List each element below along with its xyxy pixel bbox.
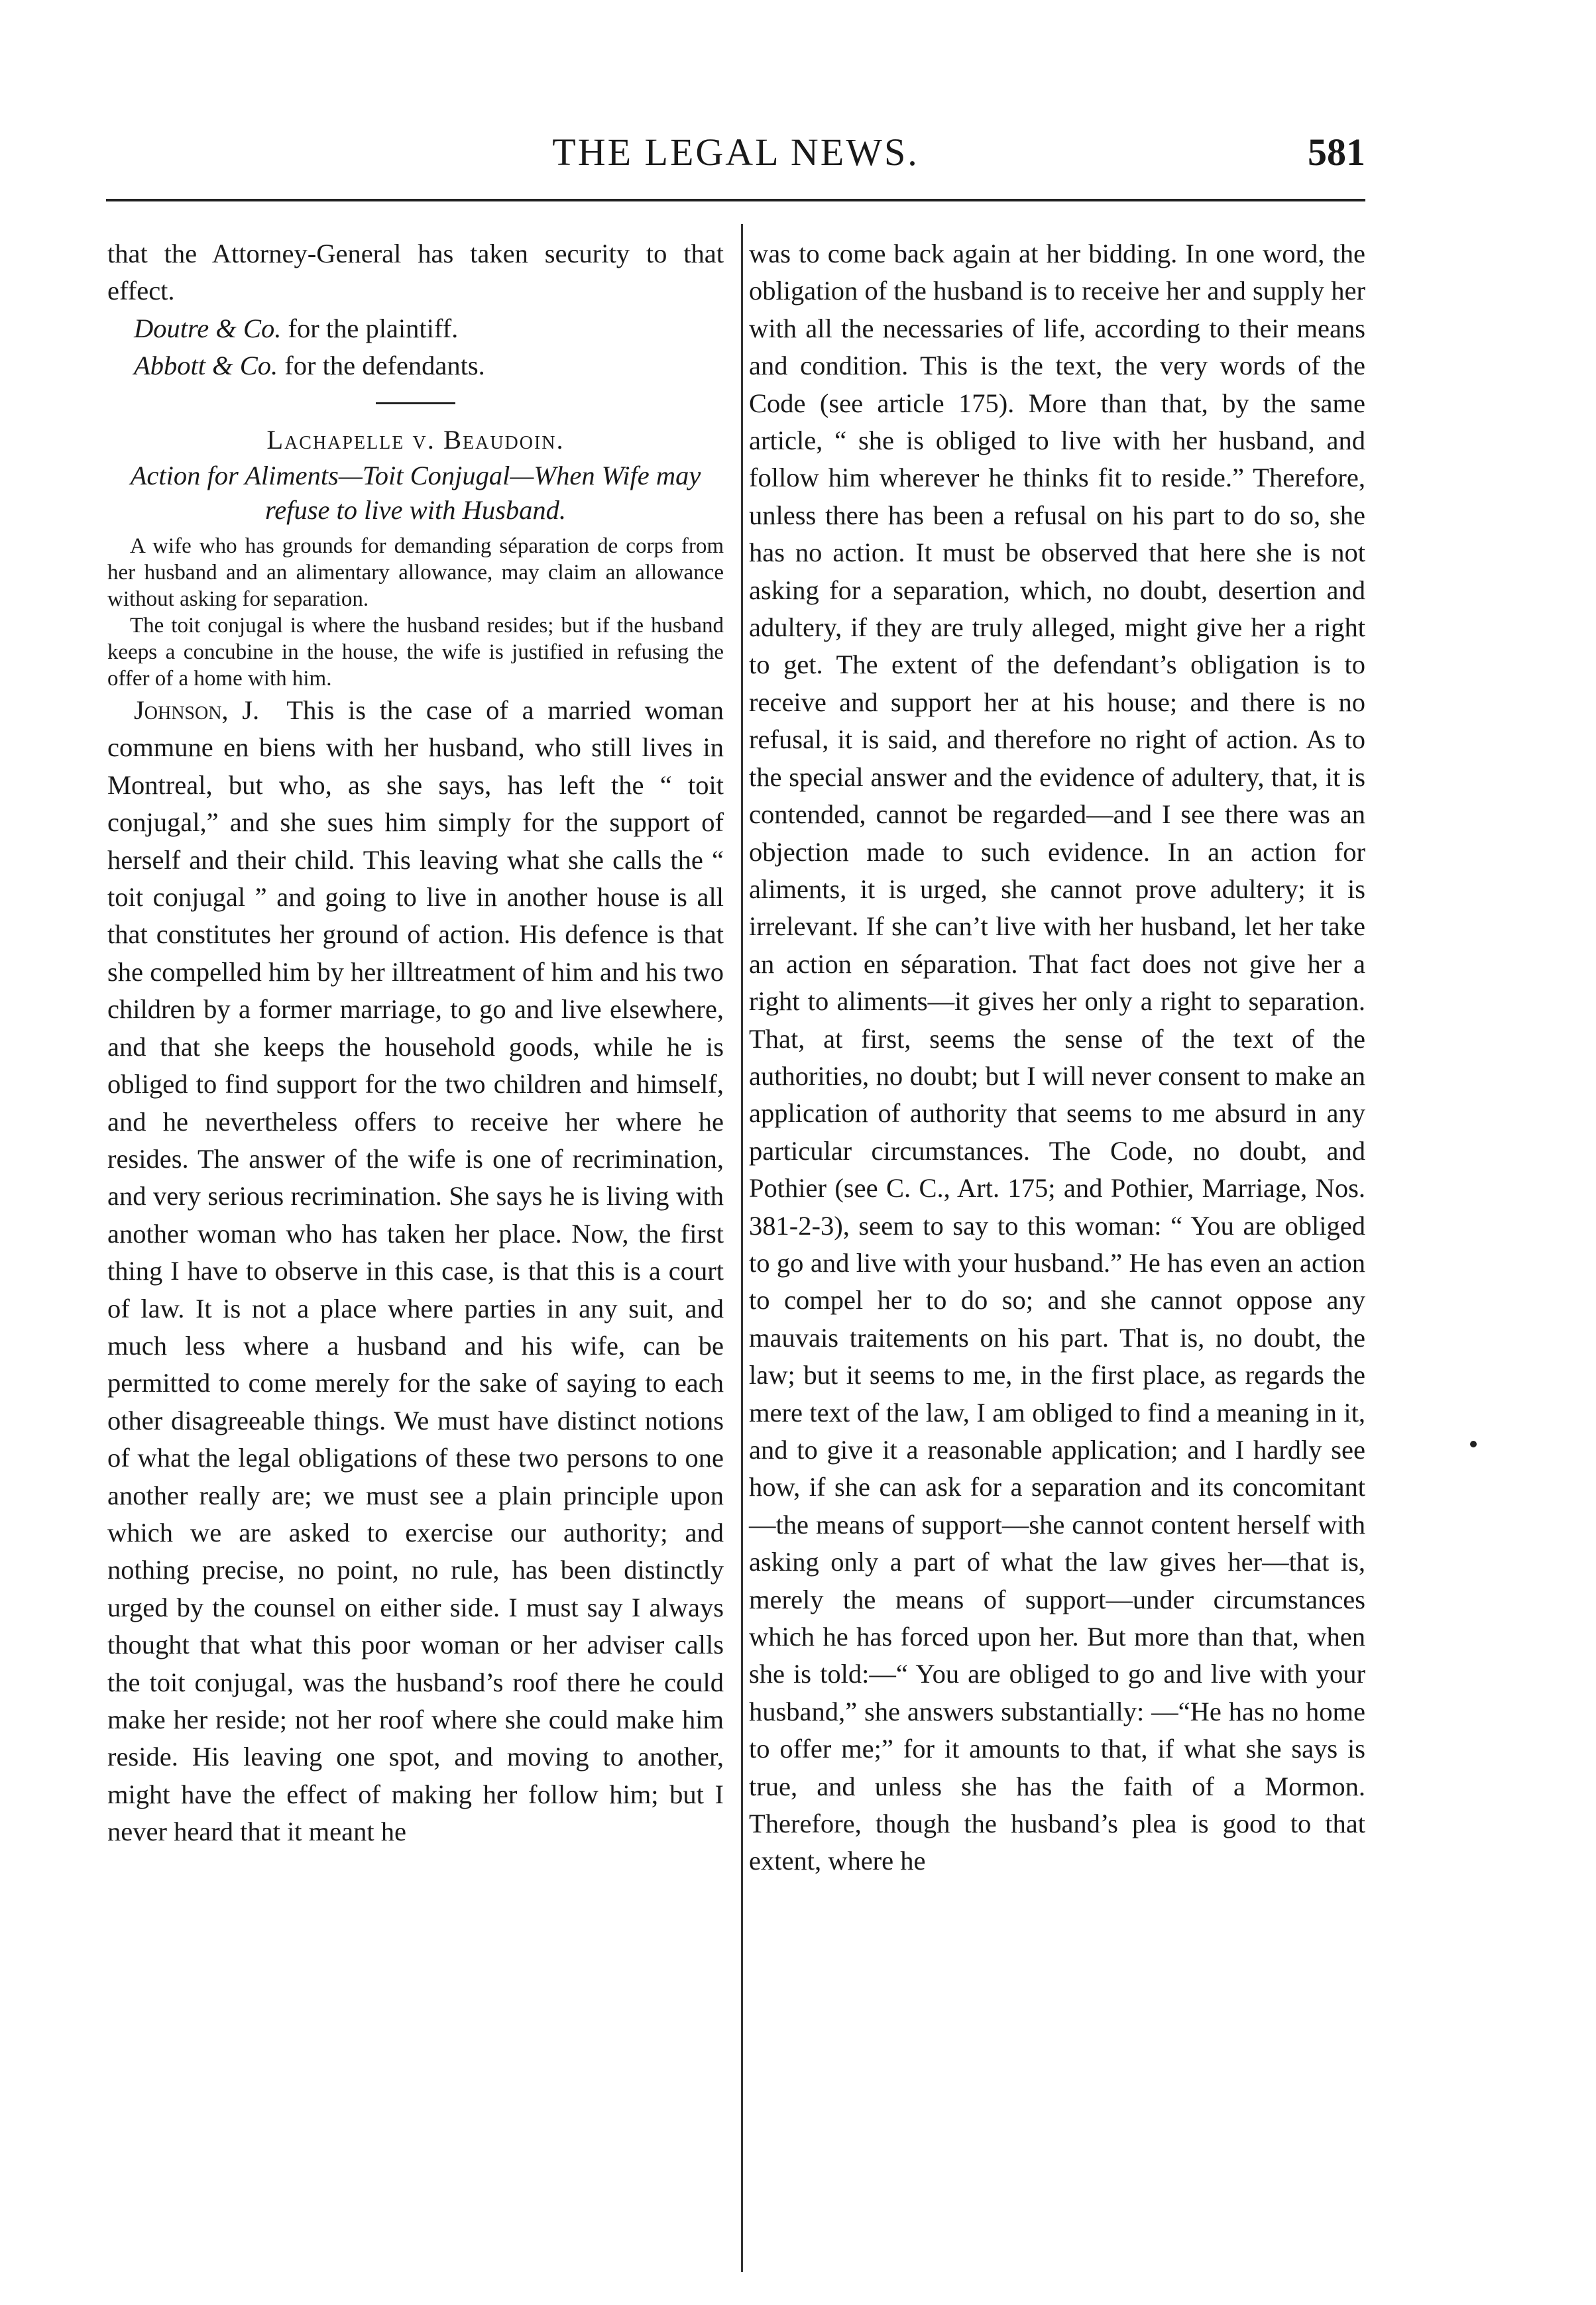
headnote-paragraph: A wife who has grounds for demanding séparation de corps from her husband and an alimentary allowance, may claim an allowance without asking for separation. <box>107 534 724 612</box>
left-column <box>107 235 724 1851</box>
running-head: THE LEGAL NEWS. <box>552 131 919 174</box>
section-divider <box>376 402 455 404</box>
counsel-defendants <box>107 347 724 384</box>
header-rule <box>106 199 1365 201</box>
right-column <box>749 235 1365 1880</box>
case-subtitle: Action for Aliments—Toit Conjugal—When Wife may refuse to live with Husband. <box>130 461 701 526</box>
counsel-firm: Doutre & Co. <box>134 313 282 343</box>
counsel-role: for the plaintiff. <box>288 313 459 343</box>
counsel-role: for the defendants. <box>284 351 485 381</box>
headnote-paragraph: The toit conjugal is where the husband resides; but if the husband keeps a concubine in the house, the wife is justified in refusing the offer of a home with him. <box>107 614 724 691</box>
opening-text: that the Attorney-General has taken security to that effect. <box>107 239 724 306</box>
judgment-paragraph <box>107 692 724 1851</box>
column-divider <box>741 224 743 2272</box>
judgment-text: This is the case of a married woman commune en biens with her husband, who still lives in Montreal, but who, as she says, has left the “ toit conjugal,” and she sues him simply for the support of herself and their child. This leaving what she calls the “ toit conjugal ” and going to live in another house is all that constitutes her ground of action. His defence is that she compelled him by her illtreatment of him and his two children by a former marriage, to go and live elsewhere, and that she keeps the household goods, while he is obliged to find support for the two children and himself, and he nevertheless offers to receive her where he resides. The answer of the wife is one of recrimination, and very serious recrimination. She says he is living with another woman who has taken her place. Now, the first thing I have to observe in this case, is that this is a court of law. It is not a place where parties in any suit, and much less where a husband and his wife, can be permitted to come merely for the sake of saying to each other disagreeable things. We must have distinct notions of what the legal obligations of these two persons to one another really are; we must see a plain principle upon which we are asked to exercise our authority; and nothing precise, no point, no rule, has been distinctly urged by the counsel on either side. I must say I always thought that what this poor woman or her adviser calls the toit conjugal, was the husband’s roof there he could make her reside; not her roof where she could make him reside. His leaving one spot, and moving to another, might have the effect of making her follow him; but I never heard that it meant he <box>107 695 724 1847</box>
page-number: 581 <box>1308 131 1365 174</box>
judgment-text-continued: was to come back again at her bidding. In one word, the obligation of the husband is to receive her and supply her with all the necessaries of life, according to their means and condition. This is the text, the very words of the Code (see article 175). More than that, by the same article, “ she is obliged to live with her husband, and follow him wherever he thinks fit to reside.” Therefore, unless there has been a refusal on his part to do so, she has no action. It must be observed that here she is not asking for a separation, which, no doubt, desertion and adultery, if they are truly alleged, might give her a right to get. The extent of the defendant’s obligation is to receive and support her at his house; and there is no refusal, it is said, and therefore no right of action. As to the special answer and the evidence of adultery, that, it is contended, cannot be regarded—and I see there was an objection made to such evidence. In an action for aliments, it is urged, she cannot prove adultery; it is irrelevant. If she can’t live with her husband, let her take an action en séparation. That fact does not give her a right to aliments—it gives her only a right to separation. That, at first, seems the sense of the text of the authorities, no doubt; but I will never consent to make an application of authority that seems to me absurd in any particular circumstances. The Code, no doubt, and Pothier (see C. C., Art. 175; and Pothier, Marriage, Nos. 381-2-3), seem to say to this woman: “ You are obliged to go and live with your husband.” He has even an action to compel her to do so; and she cannot oppose any mauvais traitements on his part. That is, no doubt, the law; but it seems to me, in the first place, as regards the mere text of the law, I am obliged to find a meaning in it, and to give it a reasonable application; and I hardly see how, if she can ask for a separation and its concomitant—the means of support—she cannot content herself with asking only a part of what the law gives her—that is, merely the means of support—under circumstances which he has forced upon her. But more than that, when she is told:—“ You are obliged to go and live with your husband,” she answers substantially: —“He has no home to offer me;” for it amounts to that, if what she says is true, and unless she has the faith of a Mormon. Therefore, though the husband’s plea is good to that extent, where he <box>749 239 1365 1876</box>
judge-name: Johnson, J. <box>134 695 260 726</box>
counsel-plaintiff <box>107 310 724 347</box>
counsel-firm: Abbott & Co. <box>134 351 278 381</box>
print-speck <box>1470 1441 1477 1447</box>
headnote <box>107 533 724 692</box>
page-header <box>106 130 1365 183</box>
case-title: Lachapelle v. Beaudoin. <box>266 424 565 455</box>
